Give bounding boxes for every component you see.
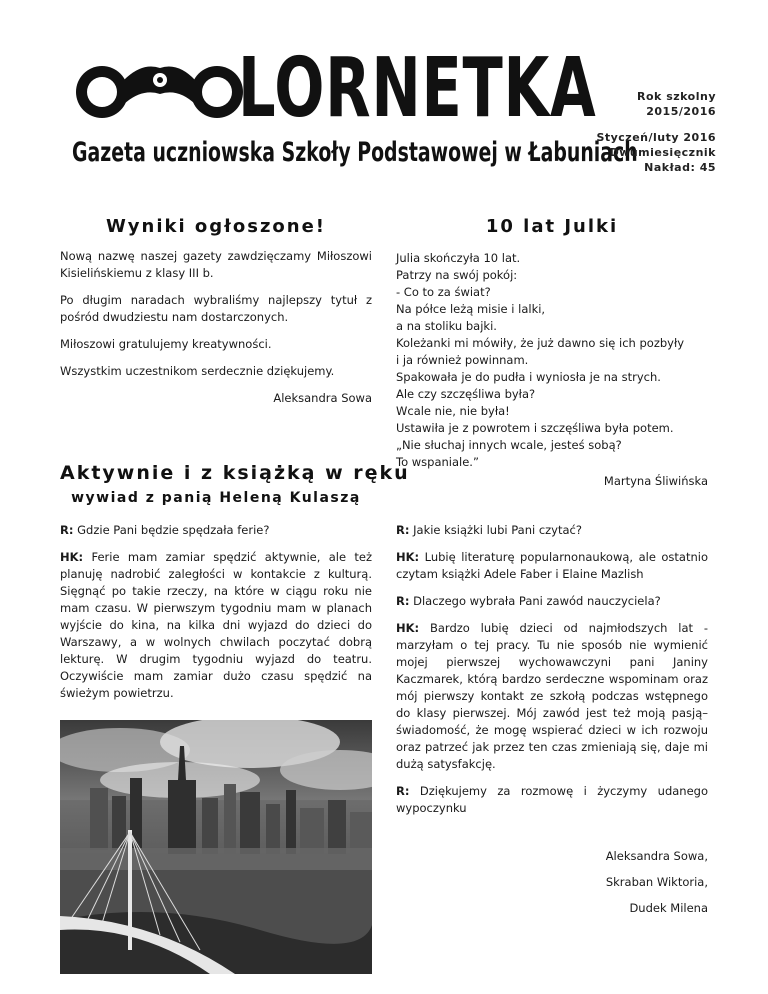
interview-right-column bbox=[396, 522, 708, 827]
poem-line: Ale czy szczęśliwa była? bbox=[396, 387, 536, 401]
speaker-label: R: bbox=[396, 784, 410, 798]
speaker-label: HK: bbox=[60, 550, 84, 564]
poem-line: Julia skończyła 10 lat. bbox=[396, 251, 521, 265]
binoculars-logo-icon bbox=[72, 58, 247, 120]
interview-text: Dziękujemy za rozmowę i życzymy udanego wypoczynku bbox=[396, 784, 708, 815]
poem-line: Wcale nie, nie była! bbox=[396, 404, 510, 418]
article-author: Martyna Śliwińska bbox=[603, 474, 708, 488]
interview-text: Jakie książki lubi Pani czytać? bbox=[413, 523, 582, 537]
interview-text: Dlaczego wybrała Pani zawód nauczyciela? bbox=[413, 594, 661, 608]
interview-question bbox=[396, 593, 708, 610]
interview-left-column bbox=[60, 522, 372, 712]
article-paragraph: Po długim naradach wybraliśmy najlepszy tytuł z pośród dwudziestu nam dostarczonych. bbox=[60, 293, 372, 324]
poem-line: Patrzy na swój pokój: bbox=[396, 268, 518, 282]
poem-line: a na stoliku bajki. bbox=[396, 319, 497, 333]
interview-answer bbox=[60, 549, 372, 702]
article-julka-poem bbox=[396, 250, 708, 490]
author-name: Aleksandra Sowa, bbox=[605, 849, 708, 863]
poem-line: Spakowała je do pudła i wyniosła je na strych. bbox=[396, 370, 661, 384]
issue-print-run: Nakład: 45 bbox=[644, 161, 716, 174]
issue-year-block bbox=[637, 89, 716, 119]
poem-line: Koleżanki mi mówiły, że już dawno się ich pozbyły bbox=[396, 336, 685, 350]
interview-text: Ferie mam zamiar spędzić aktywnie, ale też planuję nadrobić zaległości w kontakcie z kulturą. Sięgnąć po takie rzeczy, na które w ciągu roku nie mam czasu. W pierwszym tygodniu mam w planach wyjście do kina, na kilka dni wyjazd do dzieci do Warszawy, a w wolnych chwilach poczytać dobrą lekturę. W drugim tygodniu wyjazd do teatru. Oczywiście mam zamiar dużo czasu spędzić na świeżym powietrzu. bbox=[60, 550, 372, 700]
issue-info-block bbox=[596, 130, 716, 175]
poem-line: Ustawiła je z powrotem i szczęśliwa była potem. bbox=[396, 421, 674, 435]
article-names-title: Wyniki ogłoszone! bbox=[105, 216, 327, 237]
article-paragraph: Miłoszowi gratulujemy kreatywności. bbox=[60, 337, 272, 351]
interview-answer bbox=[396, 549, 708, 583]
speaker-label: HK: bbox=[396, 621, 420, 635]
author-name: Skraban Wiktoria, bbox=[605, 875, 708, 889]
article-paragraph: Wszystkim uczestnikom serdecznie dziękujemy. bbox=[60, 364, 335, 378]
issue-year-label: Rok szkolny bbox=[637, 90, 716, 103]
interview-text: Lubię literaturę popularnonaukową, ale ostatnio czytam książki Adele Faber i Elaine Mazlish bbox=[396, 550, 709, 581]
article-author: Aleksandra Sowa bbox=[273, 391, 372, 405]
masthead-title: LORNETKA bbox=[238, 41, 597, 136]
issue-frequency: Dwumiesięcznik bbox=[609, 146, 716, 159]
interview-question bbox=[396, 522, 708, 539]
issue-date: Styczeń/luty 2016 bbox=[596, 131, 716, 144]
issue-year-value: 2015/2016 bbox=[646, 105, 716, 118]
interview-title: Aktywnie i z książką w ręku bbox=[60, 462, 410, 484]
poem-line: To wspaniale.” bbox=[396, 455, 479, 469]
interview-text: Gdzie Pani będzie spędzała ferie? bbox=[77, 523, 270, 537]
interview-question bbox=[60, 522, 372, 539]
interview-answer bbox=[396, 620, 708, 773]
speaker-label: R: bbox=[396, 523, 410, 537]
speaker-label: R: bbox=[60, 523, 74, 537]
author-name: Dudek Milena bbox=[629, 901, 708, 915]
article-julka-title: 10 lat Julki bbox=[485, 216, 619, 237]
article-paragraph: Nową nazwę naszej gazety zawdzięczamy Miłoszowi Kisielińskiemu z klasy III b. bbox=[60, 249, 372, 280]
poem-line: - Co to za świat? bbox=[396, 285, 491, 299]
interview-subtitle: wywiad z panią Heleną Kulaszą bbox=[71, 490, 361, 506]
poem-line: Na półce leżą misie i lalki, bbox=[396, 302, 546, 316]
warsaw-skyline-photo bbox=[60, 720, 372, 974]
article-names-body bbox=[60, 248, 372, 417]
speaker-label: R: bbox=[396, 594, 410, 608]
interview-closing bbox=[396, 783, 708, 817]
poem-line: „Nie słuchaj innych wcale, jesteś sobą? bbox=[396, 438, 622, 452]
speaker-label: HK: bbox=[396, 550, 420, 564]
poem-line: i ja również powinnam. bbox=[396, 353, 529, 367]
interview-authors bbox=[396, 843, 708, 921]
interview-text: Bardzo lubię dzieci od najmłodszych lat - marzyłam o tej pracy. Tu nie sposób nie wymienić mojej pierwszej wychowawczyni pani Janiny Kaczmarek, którą bardzo serdeczne wspominam oraz mój pierwszy kontakt ze szkołą podczas wstępnego do klasy pierwszej. Mój zawód jest też moją pasją– świadomość, że mogę wspierać dzieci w ich rozwoju oraz patrzeć jak przez ten czas zmieniają się, daje mi dużą satysfakcję. bbox=[396, 621, 709, 771]
masthead-subtitle: Gazeta uczniowska Szkoły Podstawowej w Łabuniach bbox=[72, 137, 638, 168]
